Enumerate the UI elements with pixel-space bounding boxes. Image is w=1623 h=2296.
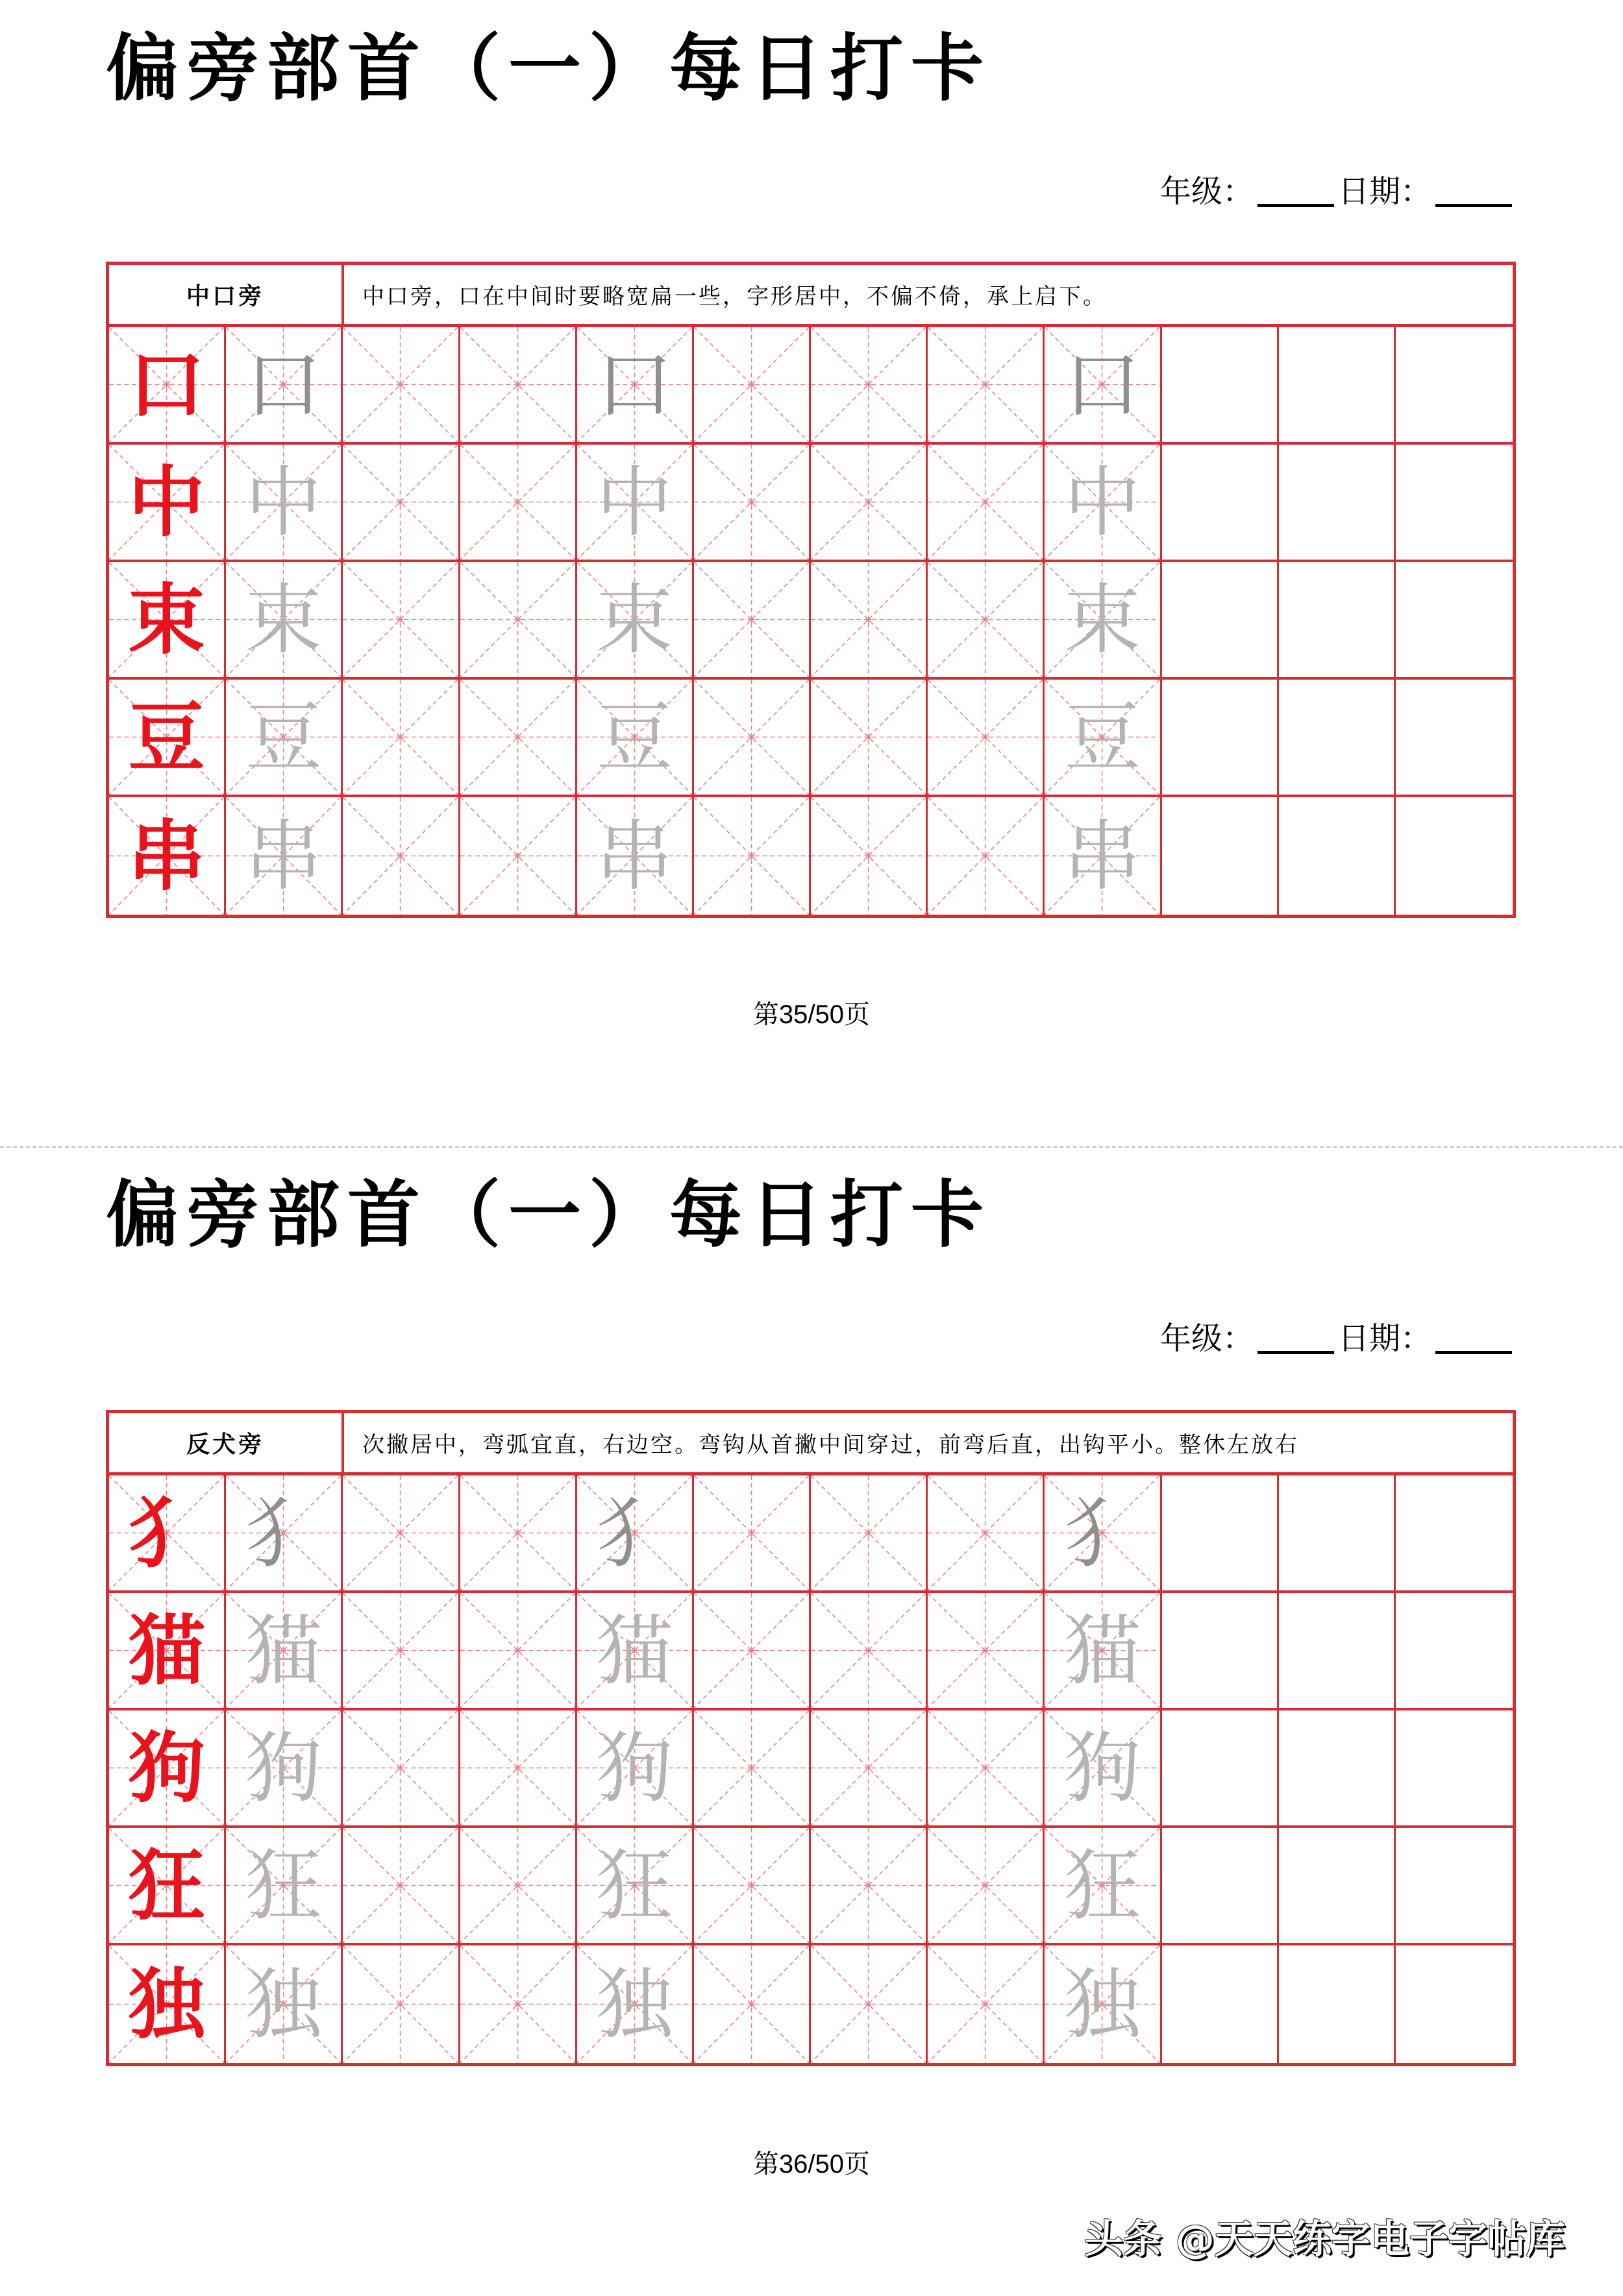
- writing-cell[interactable]: [1396, 1593, 1513, 1708]
- writing-cell[interactable]: [1279, 445, 1396, 560]
- radical-description: 次撇居中，弯弧宜直，右边空。弯钩从首撇中间穿过，前弯后直，出钩平小。整休左放右: [362, 1432, 1299, 1458]
- rice-grid-guide-icon: [811, 562, 926, 677]
- grid-row: [109, 562, 1513, 680]
- writing-cell[interactable]: [1162, 797, 1279, 915]
- rice-grid-guide-icon: [928, 562, 1043, 677]
- writing-cell[interactable]: [460, 562, 577, 677]
- rice-grid-guide-icon: [343, 1945, 458, 2063]
- model-character: 猫: [128, 1605, 205, 1696]
- trace-char-cell[interactable]: [226, 1828, 343, 1943]
- rice-grid-guide-icon: [928, 445, 1043, 560]
- trace-character: 豆: [596, 692, 673, 782]
- radical-header: [109, 265, 1513, 327]
- rice-grid-guide-icon: [928, 1593, 1043, 1708]
- writing-cell[interactable]: [1396, 680, 1513, 795]
- rice-grid-guide-icon: [460, 562, 575, 677]
- rice-grid-guide-icon: [460, 1945, 575, 2063]
- rice-grid-guide-icon: [343, 797, 458, 915]
- grade-date-line: [1159, 1320, 1516, 1357]
- model-char-cell: [109, 797, 226, 915]
- trace-character: 口: [245, 339, 322, 430]
- rice-grid-guide-icon: [460, 1710, 575, 1825]
- model-character: 独: [128, 1958, 205, 2049]
- writing-cell[interactable]: [460, 680, 577, 795]
- trace-character: 口: [596, 339, 673, 430]
- trace-character: 狗: [245, 1723, 322, 1813]
- practice-grid: [106, 262, 1516, 918]
- writing-cell[interactable]: [1279, 1945, 1396, 2063]
- writing-cell[interactable]: [1396, 327, 1513, 442]
- grid-row: [109, 1593, 1513, 1710]
- trace-character: 猫: [1063, 1605, 1141, 1696]
- trace-character: 中: [596, 457, 673, 547]
- model-character: 束: [128, 574, 205, 665]
- trace-char-cell[interactable]: [1045, 562, 1161, 677]
- model-char-cell: [109, 1710, 226, 1825]
- trace-char-cell[interactable]: [226, 445, 343, 560]
- trace-char-cell[interactable]: [1045, 1828, 1161, 1943]
- writing-cell[interactable]: [811, 1945, 928, 2063]
- rice-grid-guide-icon: [811, 445, 926, 560]
- writing-cell[interactable]: [1279, 797, 1396, 915]
- trace-char-cell[interactable]: [577, 1710, 694, 1825]
- radical-name: 中口旁: [109, 265, 344, 324]
- trace-char-cell[interactable]: [1045, 1945, 1161, 2063]
- trace-char-cell[interactable]: [577, 1828, 694, 1943]
- rice-grid-guide-icon: [460, 327, 575, 442]
- date-label: 日期：: [1337, 1320, 1431, 1357]
- writing-cell[interactable]: [1396, 1945, 1513, 2063]
- writing-cell[interactable]: [1396, 797, 1513, 915]
- rice-grid-guide-icon: [343, 1710, 458, 1825]
- trace-char-cell[interactable]: [1045, 327, 1161, 442]
- trace-character: 束: [1063, 574, 1141, 665]
- trace-char-cell[interactable]: [226, 797, 343, 915]
- grid-row: [109, 1945, 1513, 2063]
- writing-cell[interactable]: [460, 797, 577, 915]
- writing-cell[interactable]: [694, 1828, 811, 1943]
- writing-cell[interactable]: [343, 562, 460, 677]
- trace-character: 独: [245, 1959, 322, 2049]
- rice-grid-guide-icon: [460, 445, 575, 560]
- trace-char-cell[interactable]: [226, 1710, 343, 1825]
- writing-cell[interactable]: [694, 1945, 811, 2063]
- rice-grid-guide-icon: [343, 445, 458, 560]
- trace-char-cell[interactable]: [1045, 1710, 1161, 1825]
- model-character: 犭: [128, 1487, 205, 1578]
- rice-grid-guide-icon: [928, 1828, 1043, 1943]
- writing-cell[interactable]: [460, 1945, 577, 2063]
- writing-cell[interactable]: [460, 1593, 577, 1708]
- writing-cell[interactable]: [343, 1828, 460, 1943]
- rice-grid-guide-icon: [343, 1828, 458, 1943]
- trace-character: 猫: [596, 1605, 673, 1696]
- radical-description: 中口旁，口在中间时要略宽扁一些，字形居中，不偏不倚，承上启下。: [362, 284, 1107, 310]
- writing-cell[interactable]: [928, 1593, 1045, 1708]
- model-char-cell: [109, 1593, 226, 1708]
- rice-grid-guide-icon: [694, 562, 809, 677]
- trace-character: 犭: [245, 1488, 322, 1578]
- rice-grid-guide-icon: [343, 562, 458, 677]
- grid-rows: [109, 1475, 1513, 2063]
- date-blank-field[interactable]: [1435, 175, 1512, 207]
- rice-grid-guide-icon: [928, 797, 1043, 915]
- writing-cell[interactable]: [1396, 562, 1513, 677]
- practice-grid: [106, 1410, 1516, 2066]
- grid-row: [109, 680, 1513, 797]
- page-number-text: 第36/50页: [752, 2150, 871, 2179]
- writing-cell[interactable]: [1162, 327, 1279, 442]
- trace-char-cell[interactable]: [577, 797, 694, 915]
- model-character: 口: [128, 339, 205, 430]
- rice-grid-guide-icon: [694, 1593, 809, 1708]
- page-number: [0, 1002, 1623, 1028]
- writing-cell[interactable]: [694, 797, 811, 915]
- rice-grid-guide-icon: [460, 680, 575, 795]
- trace-char-cell[interactable]: [1045, 1475, 1161, 1590]
- rice-grid-guide-icon: [928, 1945, 1043, 2063]
- writing-cell[interactable]: [928, 445, 1045, 560]
- trace-character: 独: [596, 1959, 673, 2049]
- rice-grid-guide-icon: [811, 797, 926, 915]
- rice-grid-guide-icon: [343, 680, 458, 795]
- model-character: 狗: [128, 1722, 205, 1813]
- writing-cell[interactable]: [694, 1710, 811, 1825]
- writing-cell[interactable]: [1162, 562, 1279, 677]
- rice-grid-guide-icon: [811, 1945, 926, 2063]
- writing-cell[interactable]: [694, 445, 811, 560]
- grade-blank-field[interactable]: [1258, 1322, 1334, 1354]
- rice-grid-guide-icon: [694, 797, 809, 915]
- model-char-cell: [109, 680, 226, 795]
- writing-cell[interactable]: [694, 680, 811, 795]
- model-char-cell: [109, 1475, 226, 1590]
- rice-grid-guide-icon: [460, 1475, 575, 1590]
- trace-character: 独: [1063, 1959, 1141, 2049]
- writing-cell[interactable]: [811, 1710, 928, 1825]
- writing-cell[interactable]: [694, 1593, 811, 1708]
- writing-cell[interactable]: [1279, 1710, 1396, 1825]
- model-character: 狂: [128, 1840, 205, 1931]
- trace-char-cell[interactable]: [226, 327, 343, 442]
- rice-grid-guide-icon: [811, 327, 926, 442]
- rice-grid-guide-icon: [811, 1828, 926, 1943]
- trace-character: 口: [1063, 339, 1141, 430]
- writing-cell[interactable]: [1162, 1945, 1279, 2063]
- page-title: 偏旁部首（一）每日打卡: [106, 26, 991, 111]
- radical-header: [109, 1413, 1513, 1475]
- writing-cell[interactable]: [1396, 1710, 1513, 1825]
- rice-grid-guide-icon: [694, 680, 809, 795]
- grade-label: 年级：: [1159, 173, 1254, 210]
- writing-cell[interactable]: [811, 445, 928, 560]
- writing-cell[interactable]: [343, 1945, 460, 2063]
- grade-label: 年级：: [1159, 1320, 1254, 1357]
- writing-cell[interactable]: [1162, 1828, 1279, 1943]
- watermark: 头条 @天天练字电子字帖库: [1084, 2217, 1565, 2262]
- grid-row: [109, 797, 1513, 915]
- trace-char-cell[interactable]: [577, 562, 694, 677]
- rice-grid-guide-icon: [694, 445, 809, 560]
- writing-cell[interactable]: [928, 797, 1045, 915]
- trace-character: 束: [596, 574, 673, 665]
- writing-cell[interactable]: [460, 1828, 577, 1943]
- writing-cell[interactable]: [811, 327, 928, 442]
- writing-cell[interactable]: [928, 1710, 1045, 1825]
- writing-cell[interactable]: [1396, 445, 1513, 560]
- writing-cell[interactable]: [1396, 1475, 1513, 1590]
- trace-char-cell[interactable]: [577, 1945, 694, 2063]
- rice-grid-guide-icon: [694, 327, 809, 442]
- trace-character: 狗: [1063, 1723, 1141, 1813]
- trace-character: 狗: [596, 1723, 673, 1813]
- trace-char-cell[interactable]: [577, 1593, 694, 1708]
- rice-grid-guide-icon: [460, 1828, 575, 1943]
- date-label: 日期：: [1337, 173, 1431, 210]
- writing-cell[interactable]: [694, 327, 811, 442]
- rice-grid-guide-icon: [694, 1475, 809, 1590]
- grade-blank-field[interactable]: [1258, 175, 1334, 207]
- rice-grid-guide-icon: [460, 797, 575, 915]
- trace-character: 狂: [596, 1840, 673, 1931]
- writing-cell[interactable]: [928, 680, 1045, 795]
- writing-cell[interactable]: [928, 1945, 1045, 2063]
- trace-char-cell[interactable]: [1045, 445, 1161, 560]
- writing-cell[interactable]: [1279, 1828, 1396, 1943]
- page-title: 偏旁部首（一）每日打卡: [106, 1172, 991, 1257]
- grid-row: [109, 1475, 1513, 1593]
- writing-cell[interactable]: [1279, 327, 1396, 442]
- trace-character: 中: [245, 457, 322, 547]
- trace-character: 束: [245, 574, 322, 665]
- model-char-cell: [109, 327, 226, 442]
- writing-cell[interactable]: [343, 680, 460, 795]
- writing-cell[interactable]: [1396, 1828, 1513, 1943]
- page-separator: [0, 1146, 1623, 1148]
- writing-cell[interactable]: [1279, 1475, 1396, 1590]
- writing-cell[interactable]: [811, 1593, 928, 1708]
- writing-cell[interactable]: [694, 1475, 811, 1590]
- page-number-text: 第35/50页: [752, 1000, 871, 1029]
- grid-rows: [109, 327, 1513, 915]
- model-character: 串: [128, 810, 205, 901]
- trace-character: 串: [1063, 811, 1141, 901]
- rice-grid-guide-icon: [811, 680, 926, 795]
- model-char-cell: [109, 1828, 226, 1943]
- trace-char-cell[interactable]: [577, 327, 694, 442]
- writing-cell[interactable]: [343, 1710, 460, 1825]
- rice-grid-guide-icon: [460, 1593, 575, 1708]
- writing-cell[interactable]: [1162, 680, 1279, 795]
- trace-char-cell[interactable]: [577, 1475, 694, 1590]
- grid-row: [109, 1710, 1513, 1828]
- writing-cell[interactable]: [1162, 445, 1279, 560]
- writing-cell[interactable]: [1279, 562, 1396, 677]
- date-blank-field[interactable]: [1435, 1322, 1512, 1354]
- radical-name: 反犬旁: [109, 1413, 344, 1472]
- writing-cell[interactable]: [811, 1475, 928, 1590]
- writing-cell[interactable]: [694, 562, 811, 677]
- rice-grid-guide-icon: [694, 1828, 809, 1943]
- model-char-cell: [109, 562, 226, 677]
- writing-cell[interactable]: [460, 1710, 577, 1825]
- writing-cell[interactable]: [1279, 1593, 1396, 1708]
- model-char-cell: [109, 1945, 226, 2063]
- model-character: 豆: [128, 691, 205, 782]
- grid-row: [109, 1828, 1513, 1945]
- writing-cell[interactable]: [928, 327, 1045, 442]
- writing-cell[interactable]: [343, 1593, 460, 1708]
- rice-grid-guide-icon: [811, 1593, 926, 1708]
- grid-row: [109, 445, 1513, 562]
- trace-char-cell[interactable]: [226, 1593, 343, 1708]
- trace-character: 豆: [245, 692, 322, 782]
- writing-cell[interactable]: [811, 680, 928, 795]
- trace-char-cell[interactable]: [1045, 1593, 1161, 1708]
- rice-grid-guide-icon: [343, 1593, 458, 1708]
- writing-cell[interactable]: [460, 327, 577, 442]
- trace-character: 犭: [1063, 1488, 1141, 1578]
- writing-cell[interactable]: [1279, 680, 1396, 795]
- writing-cell[interactable]: [811, 1828, 928, 1943]
- writing-cell[interactable]: [928, 1475, 1045, 1590]
- grade-date-line: [1159, 173, 1516, 210]
- writing-cell[interactable]: [343, 327, 460, 442]
- writing-cell[interactable]: [343, 445, 460, 560]
- trace-char-cell[interactable]: [226, 1945, 343, 2063]
- trace-character: 猫: [245, 1605, 322, 1696]
- writing-cell[interactable]: [1162, 1593, 1279, 1708]
- writing-cell[interactable]: [1162, 1710, 1279, 1825]
- trace-char-cell[interactable]: [226, 680, 343, 795]
- grid-row: [109, 327, 1513, 445]
- trace-character: 串: [596, 811, 673, 901]
- model-character: 中: [128, 456, 205, 547]
- writing-cell[interactable]: [460, 1475, 577, 1590]
- trace-character: 狂: [1063, 1840, 1141, 1931]
- trace-char-cell[interactable]: [1045, 797, 1161, 915]
- writing-cell[interactable]: [343, 1475, 460, 1590]
- trace-char-cell[interactable]: [577, 445, 694, 560]
- page-number: [0, 2151, 1623, 2177]
- writing-cell[interactable]: [811, 562, 928, 677]
- trace-char-cell[interactable]: [226, 1475, 343, 1590]
- trace-char-cell[interactable]: [226, 562, 343, 677]
- rice-grid-guide-icon: [928, 680, 1043, 795]
- rice-grid-guide-icon: [928, 327, 1043, 442]
- rice-grid-guide-icon: [928, 1475, 1043, 1590]
- trace-char-cell[interactable]: [1045, 680, 1161, 795]
- trace-character: 豆: [1063, 692, 1141, 782]
- writing-cell[interactable]: [460, 445, 577, 560]
- rice-grid-guide-icon: [343, 1475, 458, 1590]
- rice-grid-guide-icon: [694, 1710, 809, 1825]
- trace-character: 犭: [596, 1488, 673, 1578]
- rice-grid-guide-icon: [811, 1475, 926, 1590]
- writing-cell[interactable]: [928, 1828, 1045, 1943]
- writing-cell[interactable]: [811, 797, 928, 915]
- rice-grid-guide-icon: [928, 1710, 1043, 1825]
- trace-character: 狂: [245, 1840, 322, 1931]
- trace-character: 串: [245, 811, 322, 901]
- rice-grid-guide-icon: [343, 327, 458, 442]
- writing-cell[interactable]: [1162, 1475, 1279, 1590]
- trace-char-cell[interactable]: [577, 680, 694, 795]
- model-char-cell: [109, 445, 226, 560]
- writing-cell[interactable]: [343, 797, 460, 915]
- rice-grid-guide-icon: [694, 1945, 809, 2063]
- rice-grid-guide-icon: [811, 1710, 926, 1825]
- trace-character: 中: [1063, 457, 1141, 547]
- writing-cell[interactable]: [928, 562, 1045, 677]
